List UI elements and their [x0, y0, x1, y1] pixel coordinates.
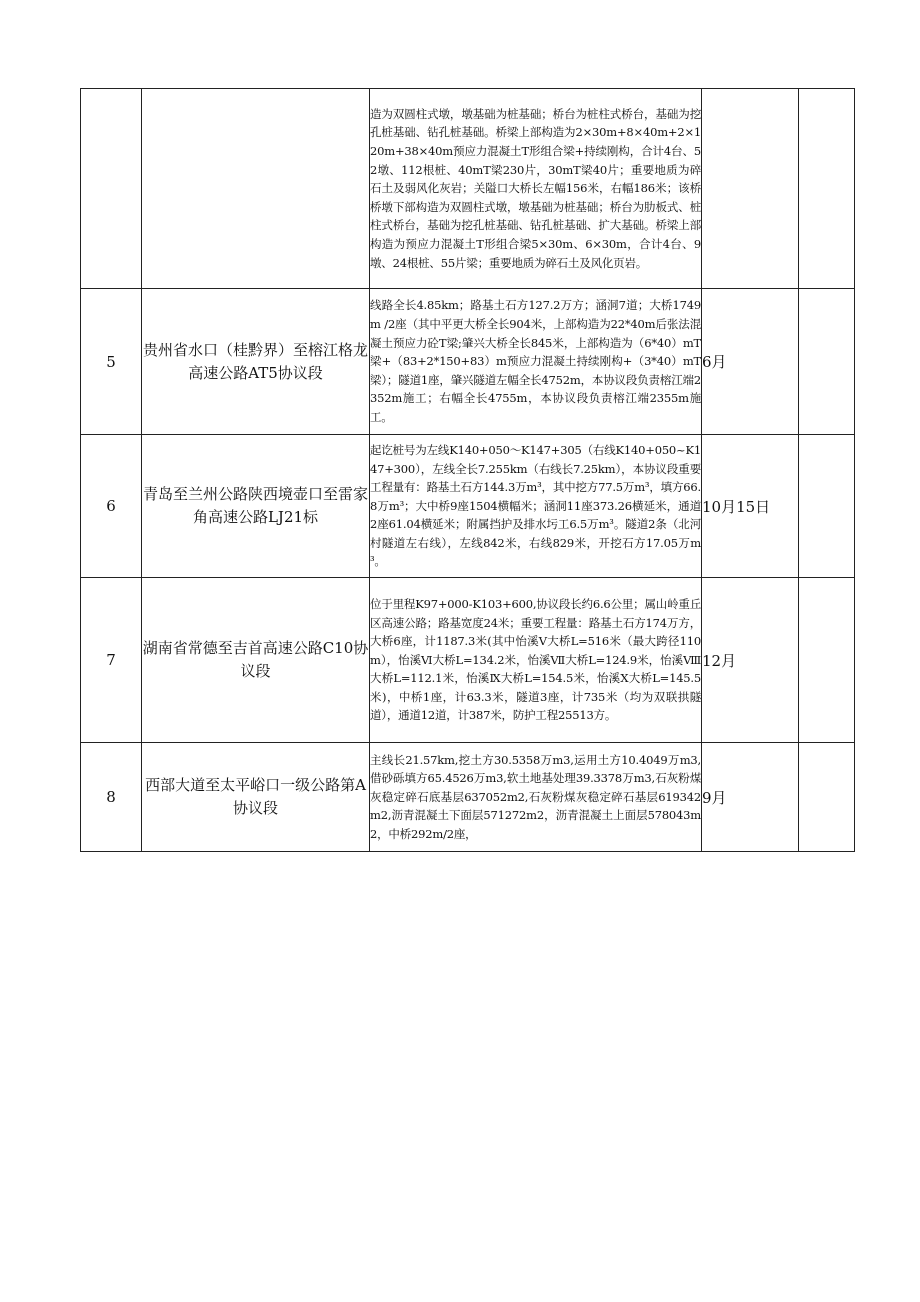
row-number: 8	[81, 743, 142, 852]
project-table	[80, 88, 855, 852]
project-name	[142, 89, 370, 289]
project-description: 线路全长4.85km；路基土石方127.2万方；涵洞7道；大桥1749m /2座（其中平更大桥全长904米，上部构造为22*40m后张法混凝土预应力砼T梁;肇兴大桥全长845米，上部构造为（6*40）mT梁+（83+2*150+83）m预应力混凝土持续刚构+（3*40）mT梁）；隧道1座，肇兴隧道左幅全长4752m，本协议段负责榕江端2352m施工；右幅全长4755m，本协议段负责榕江端2355m施工。	[370, 289, 702, 435]
project-name: 西部大道至太平峪口一级公路第A协议段	[142, 743, 370, 852]
project-description: 起讫桩号为左线K140+050～K147+305（右线K140+050~K147+300），左线全长7.255km（右线长7.25km），本协议段重要工程量有：路基土石方144.3万m³，其中挖方77.5万m³，填方66.8万m³；大中桥9座1504横幅米；涵洞11座373.26横延米，通道2座61.04横延米；附属挡护及排水圬工6.5万m³。隧道2条（北河村隧道左右线），左线842米，右线829米，开挖石方17.05万m³。	[370, 435, 702, 578]
project-description: 造为双圆柱式墩，墩基础为桩基础；桥台为桩柱式桥台，基础为挖孔桩基础、钻孔桩基础。桥梁上部构造为2×30m+8×40m+2×120m+38×40m预应力混凝土T形组合梁+持续刚构，合计4台、52墩、112根桩、40mT梁230片，30mT梁40片；重要地质为碎石土及弱风化灰岩；关隘口大桥长左幅156米，右幅186米；该桥桥墩下部构造为双圆柱式墩，墩基础为桩基础；桥台为肋板式、桩柱式桥台，基础为挖孔桩基础、钻孔桩基础、扩大基础。桥梁上部构造为预应力混凝土T形组合梁5×30m、6×30m，合计4台、9墩、24根桩、55片梁；重要地质为碎石土及风化页岩。	[370, 89, 702, 289]
row-number: 5	[81, 289, 142, 435]
row-number: 6	[81, 435, 142, 578]
project-description: 位于里程K97+000-K103+600,协议段长约6.6公里；属山岭重丘区高速公路；路基宽度24米；重要工程量：路基土石方174万方，大桥6座，计1187.3米(其中怡溪Ⅴ大桥L=516米（最大跨径110m），怡溪Ⅵ大桥L=134.2米，怡溪Ⅶ大桥L=124.9米，怡溪Ⅷ大桥L=112.1米，怡溪Ⅸ大桥L=154.5米，怡溪Ⅹ大桥L=145.5米)，中桥1座，计63.3米，隧道3座，计735米（均为双联拱隧道），通道12道，计387米，防护工程25513方。	[370, 578, 702, 743]
remark-cell	[799, 743, 855, 852]
remark-cell	[799, 578, 855, 743]
completion-date: 9月	[702, 743, 799, 852]
row-number: 7	[81, 578, 142, 743]
table-row	[81, 743, 855, 852]
remark-cell	[799, 435, 855, 578]
table-row	[81, 289, 855, 435]
remark-cell	[799, 89, 855, 289]
project-description: 主线长21.57km,挖土方30.5358万m3,运用土方10.4049万m3,借砂砾填方65.4526万m3,软土地基处理39.3378万m3,石灰粉煤灰稳定碎石底基层637052m2,石灰粉煤灰稳定碎石基层619342m2,沥青混凝土下面层571272m2，沥青混凝土上面层578043m2，中桥292m/2座，	[370, 743, 702, 852]
completion-date	[702, 89, 799, 289]
completion-date: 6月	[702, 289, 799, 435]
project-name: 贵州省水口（桂黔界）至榕江格龙高速公路AT5协议段	[142, 289, 370, 435]
completion-date: 10月15日	[702, 435, 799, 578]
row-number	[81, 89, 142, 289]
project-name: 湖南省常德至吉首高速公路C10协议段	[142, 578, 370, 743]
project-name: 青岛至兰州公路陕西境壶口至雷家角高速公路LJ21标	[142, 435, 370, 578]
table-row	[81, 435, 855, 578]
remark-cell	[799, 289, 855, 435]
table-row	[81, 578, 855, 743]
table-row	[81, 89, 855, 289]
completion-date: 12月	[702, 578, 799, 743]
